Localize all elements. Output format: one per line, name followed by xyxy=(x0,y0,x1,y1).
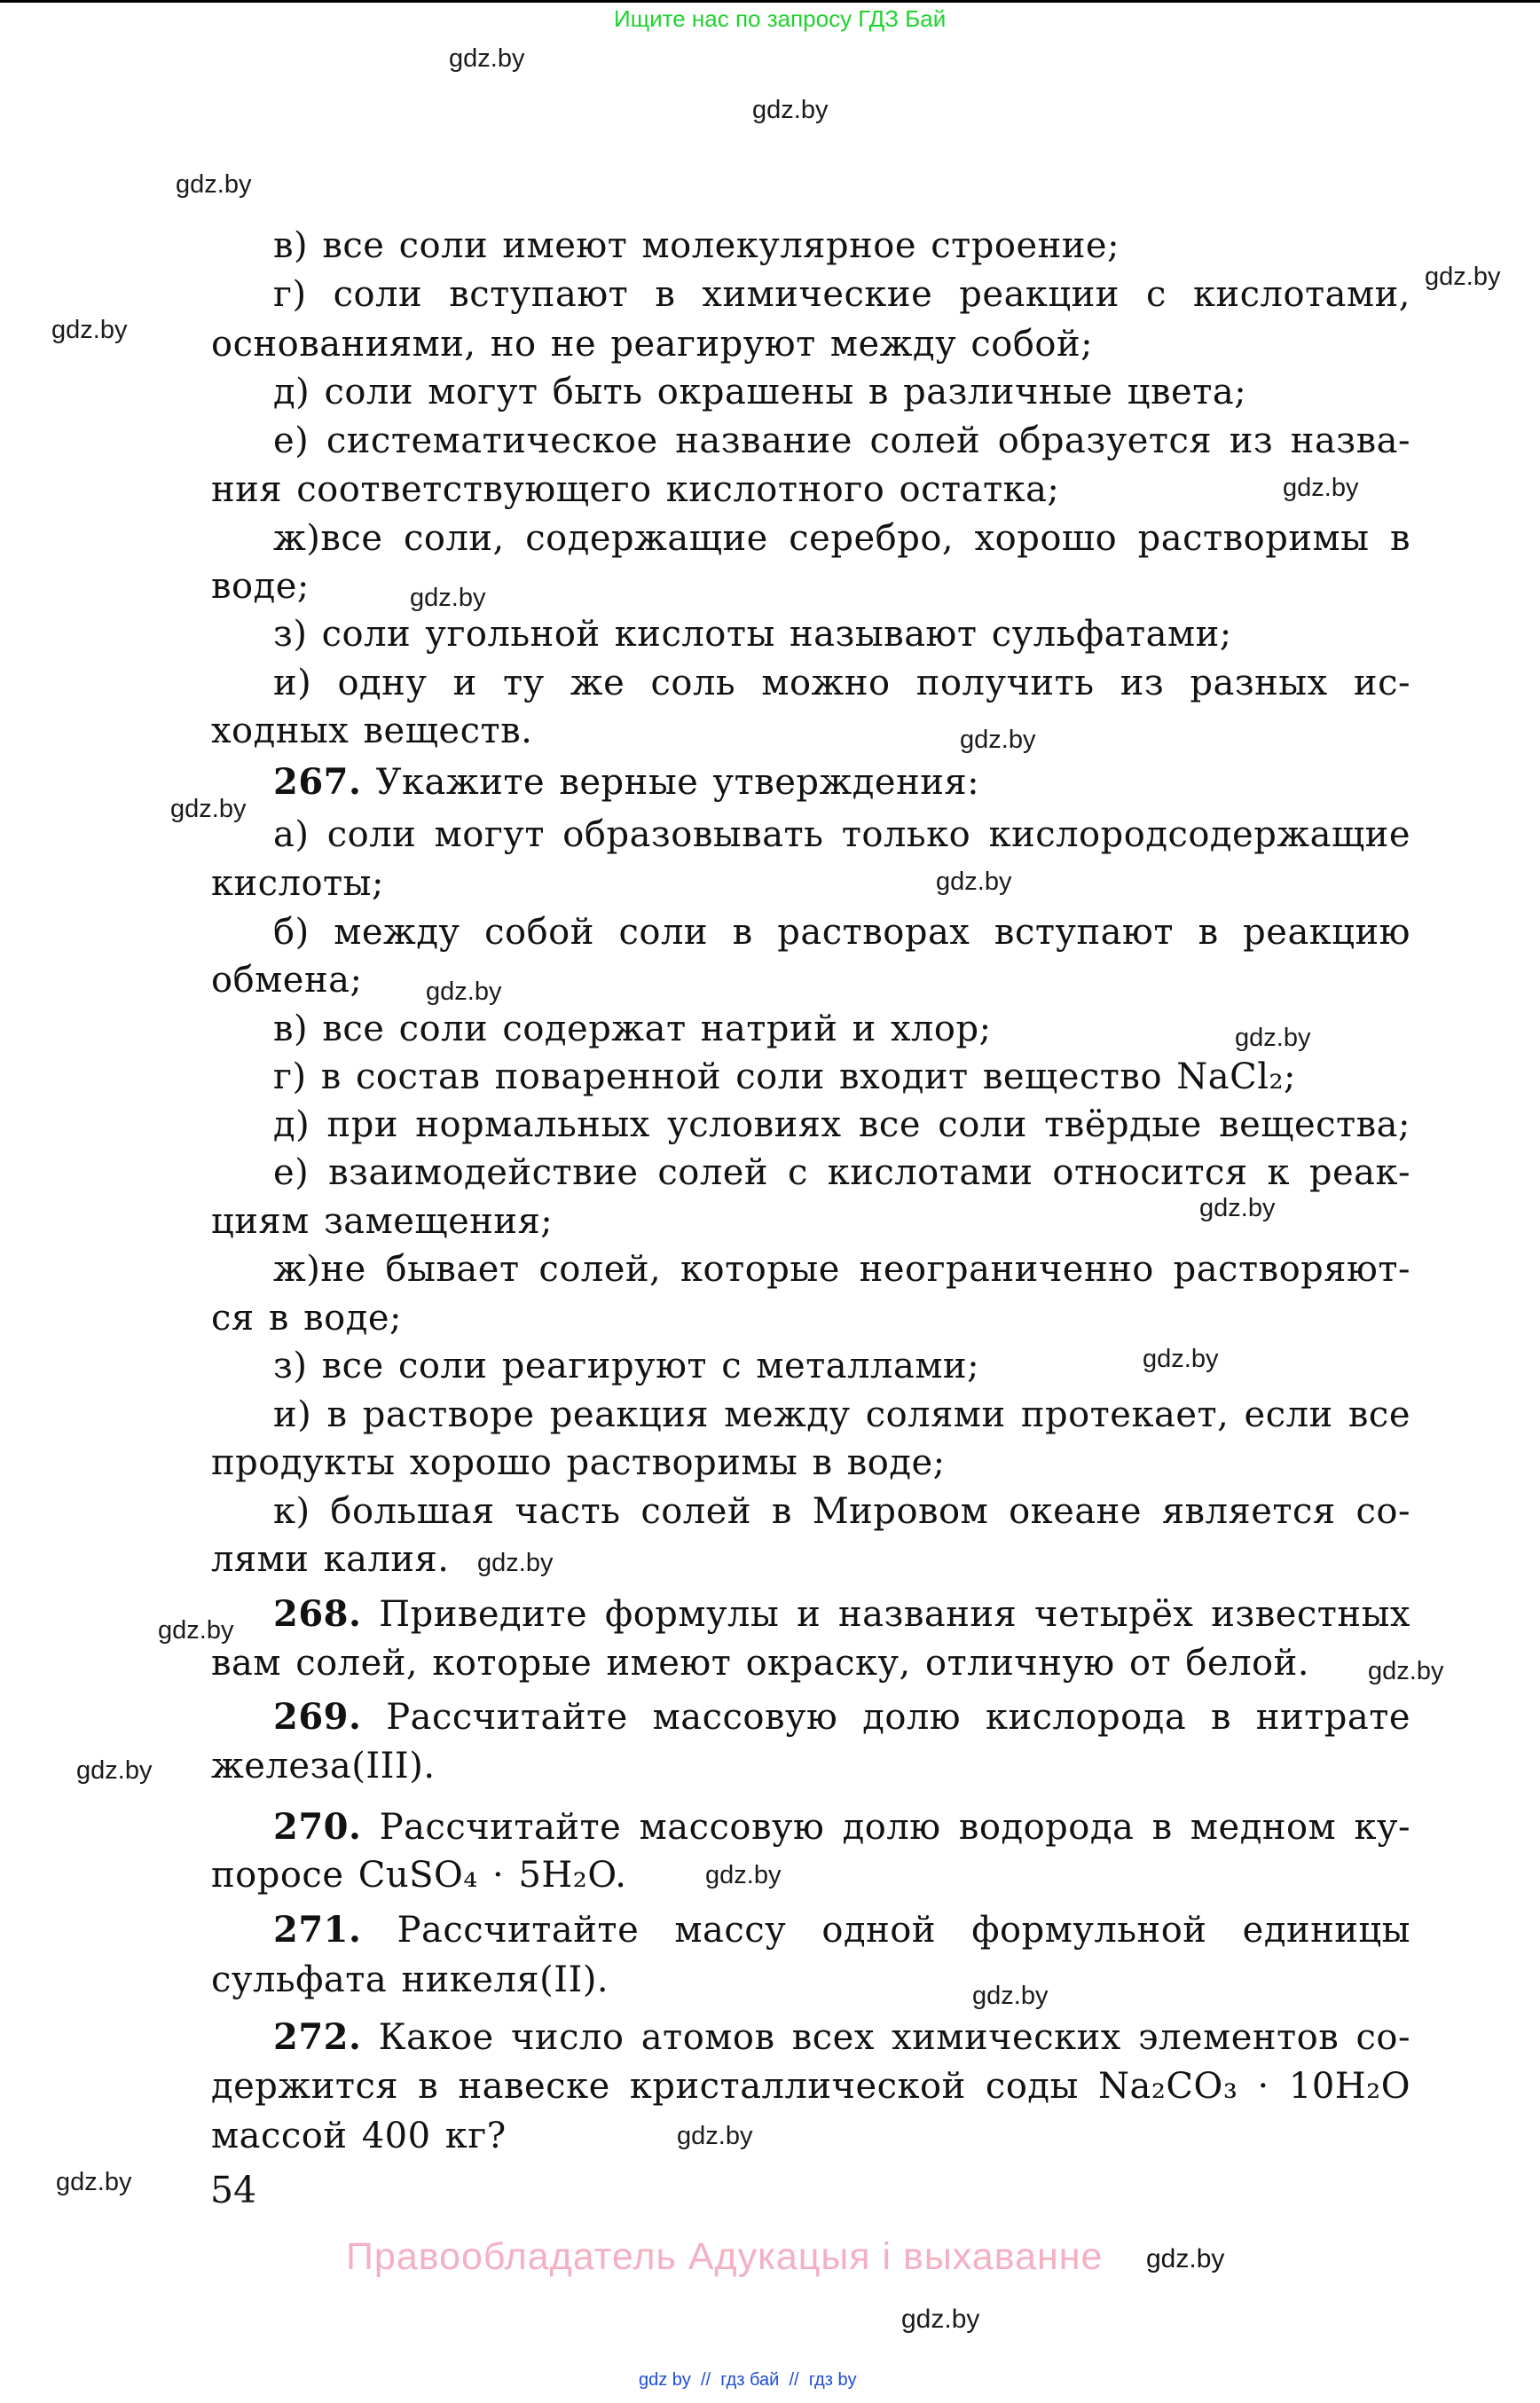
text-line xyxy=(211,1538,450,1581)
line-text: держится в навеске кристаллической соды Na₂CO₃ · 10H₂O xyxy=(211,2066,1410,2107)
text-line xyxy=(211,1745,436,1787)
gdz-watermark: gdz.by xyxy=(76,1756,153,1785)
text-line xyxy=(273,1696,1410,1739)
text-line xyxy=(211,323,1093,365)
line-text: к) большая часть солей в Мировом океане является со- xyxy=(273,1491,1410,1532)
line-text: е) систематическое название солей образуется из назва- xyxy=(273,420,1410,461)
line-text: железа(III). xyxy=(211,1746,436,1787)
text-line xyxy=(273,1008,992,1050)
text-line xyxy=(273,1490,1410,1533)
gdz-watermark: gdz.by xyxy=(170,795,247,823)
page-number: 54 xyxy=(210,2169,257,2211)
gdz-watermark: gdz.by xyxy=(705,1861,782,1889)
gdz-watermark: gdz.by xyxy=(1235,1024,1311,1052)
line-text: ния соответствующего кислотного остатка; xyxy=(211,469,1060,510)
gdz-watermark: gdz.by xyxy=(1283,474,1359,502)
problem-number: 271. xyxy=(273,1909,362,1951)
text-line xyxy=(211,1200,553,1243)
text-line xyxy=(211,1854,627,1896)
line-text: лями калия. xyxy=(211,1539,450,1580)
text-line xyxy=(273,662,1410,704)
line-text: циям замещения; xyxy=(211,1201,554,1242)
line-text: вам солей, которые имеют окраску, отличную от белой. xyxy=(211,1643,1309,1684)
line-text: е) взаимодействие солей с кислотами относится к реак- xyxy=(273,1152,1410,1193)
line-text: ходных веществ. xyxy=(211,711,533,751)
line-text: сульфата никеля(II). xyxy=(211,1959,609,2000)
text-line xyxy=(273,1103,1410,1146)
text-line xyxy=(273,1056,1296,1098)
line-text: основаниями, но не реагируют между собой; xyxy=(211,324,1094,365)
gdz-watermark: gdz.by xyxy=(51,316,128,344)
text-line xyxy=(273,517,1410,560)
gdz-watermark: gdz.by xyxy=(410,584,486,612)
line-text: в) все соли содержат натрий и хлор; xyxy=(273,1009,992,1049)
text-line xyxy=(273,1909,1410,1951)
gdz-watermark: gdz.by xyxy=(1368,1657,1444,1685)
line-text: Какое число атомов всех химических элементов со- xyxy=(378,2017,1410,2058)
gdz-watermark: gdz.by xyxy=(752,96,829,124)
text-line xyxy=(211,1297,402,1339)
text-line xyxy=(211,959,362,1001)
text-line xyxy=(273,2016,1410,2059)
text-line xyxy=(211,2115,507,2157)
line-text: г) в состав поваренной соли входит вещество NaCl₂; xyxy=(273,1056,1296,1097)
gdz-watermark: gdz.by xyxy=(1425,263,1501,291)
line-text: г) соли вступают в химические реакции с кислотами, xyxy=(273,274,1410,315)
text-line xyxy=(273,420,1410,462)
gdz-watermark: gdz.by xyxy=(972,1982,1049,2010)
footer-links[interactable]: gdz by // гдз бай // гдз by xyxy=(639,2370,857,2390)
scan-edge-artifact xyxy=(0,0,1540,3)
line-text: Рассчитайте массовую долю кислорода в нитрате xyxy=(386,1697,1410,1738)
line-text: а) соли могут образовывать только кислородсодержащие xyxy=(273,814,1410,855)
text-line xyxy=(273,1593,1410,1636)
line-text: Рассчитайте массовую долю водорода в медном ку- xyxy=(379,1807,1411,1848)
line-text: и) одну и ту же соль можно получить из разных ис- xyxy=(273,663,1410,703)
text-line xyxy=(273,911,1410,954)
gdz-watermark: gdz.by xyxy=(936,868,1012,896)
gdz-watermark: gdz.by xyxy=(426,978,502,1006)
text-line xyxy=(211,862,384,905)
problem-number: 269. xyxy=(273,1696,362,1738)
problem-number: 267. xyxy=(273,761,362,803)
gdz-watermark: gdz.by xyxy=(477,1549,554,1577)
text-line xyxy=(273,1248,1410,1291)
text-line xyxy=(211,468,1059,511)
line-text: д) при нормальных условиях все соли твёрдые вещества; xyxy=(273,1104,1410,1145)
text-line xyxy=(273,1394,1410,1436)
text-line xyxy=(273,1151,1410,1194)
line-text: з) все соли реагируют с металлами; xyxy=(273,1346,980,1386)
gdz-watermark: gdz.by xyxy=(56,2168,132,2196)
line-text: обмена; xyxy=(211,960,363,1001)
line-text: поросе CuSO₄ · 5H₂O. xyxy=(211,1855,627,1896)
gdz-watermark: gdz.by xyxy=(960,726,1036,754)
line-text: массой 400 кг? xyxy=(211,2116,507,2156)
text-line xyxy=(273,273,1410,316)
text-line xyxy=(273,224,1120,267)
line-text: ж)все соли, содержащие серебро, хорошо растворимы в xyxy=(273,518,1410,559)
line-text: б) между собой соли в растворах вступают в реакцию xyxy=(273,912,1410,953)
line-text: в) все соли имеют молекулярное строение; xyxy=(273,225,1120,266)
problem-number: 270. xyxy=(273,1806,362,1848)
line-text: з) соли угольной кислоты называют сульфатами; xyxy=(273,614,1232,655)
line-text: кислоты; xyxy=(211,863,384,904)
line-text: продукты хорошо растворимы в воде; xyxy=(211,1442,946,1483)
header-promo-text: Ищите нас по запросу ГДЗ Бай xyxy=(614,5,947,32)
line-text: ся в воде; xyxy=(211,1298,402,1339)
line-text: Приведите формулы и названия четырёх известных xyxy=(379,1594,1410,1635)
text-line xyxy=(211,1441,946,1484)
text-line xyxy=(211,565,310,608)
text-line xyxy=(211,1642,1309,1684)
problem-number: 272. xyxy=(273,2016,362,2058)
gdz-watermark: gdz.by xyxy=(158,1616,234,1645)
text-line xyxy=(273,613,1232,656)
line-text: Укажите верные утверждения: xyxy=(375,762,980,803)
gdz-watermark: gdz.by xyxy=(677,2122,753,2150)
gdz-watermark: gdz.by xyxy=(1143,1345,1219,1373)
text-line xyxy=(273,761,979,804)
text-line xyxy=(211,2065,1410,2108)
line-text: воде; xyxy=(211,566,310,607)
text-line xyxy=(273,813,1410,856)
gdz-watermark: gdz.by xyxy=(1199,1194,1276,1222)
text-line xyxy=(273,1345,979,1387)
text-line xyxy=(273,1806,1410,1849)
gdz-watermark: gdz.by xyxy=(176,170,252,199)
line-text: д) соли могут быть окрашены в различные цвета; xyxy=(273,372,1247,412)
text-line xyxy=(211,710,532,752)
line-text: Рассчитайте массу одной формульной единицы xyxy=(397,1910,1410,1951)
copyright-notice: Правообладатель Адукацыя і выхаванне xyxy=(346,2235,1104,2278)
gdz-watermark: gdz.by xyxy=(1146,2244,1225,2273)
text-line xyxy=(211,1959,609,2001)
text-line xyxy=(273,371,1246,413)
gdz-watermark: gdz.by xyxy=(449,44,525,73)
problem-number: 268. xyxy=(273,1593,362,1635)
gdz-watermark: gdz.by xyxy=(901,2305,980,2334)
line-text: и) в растворе реакция между солями протекает, если все xyxy=(273,1394,1410,1435)
line-text: ж)не бывает солей, которые неограниченно растворяют- xyxy=(273,1249,1410,1290)
